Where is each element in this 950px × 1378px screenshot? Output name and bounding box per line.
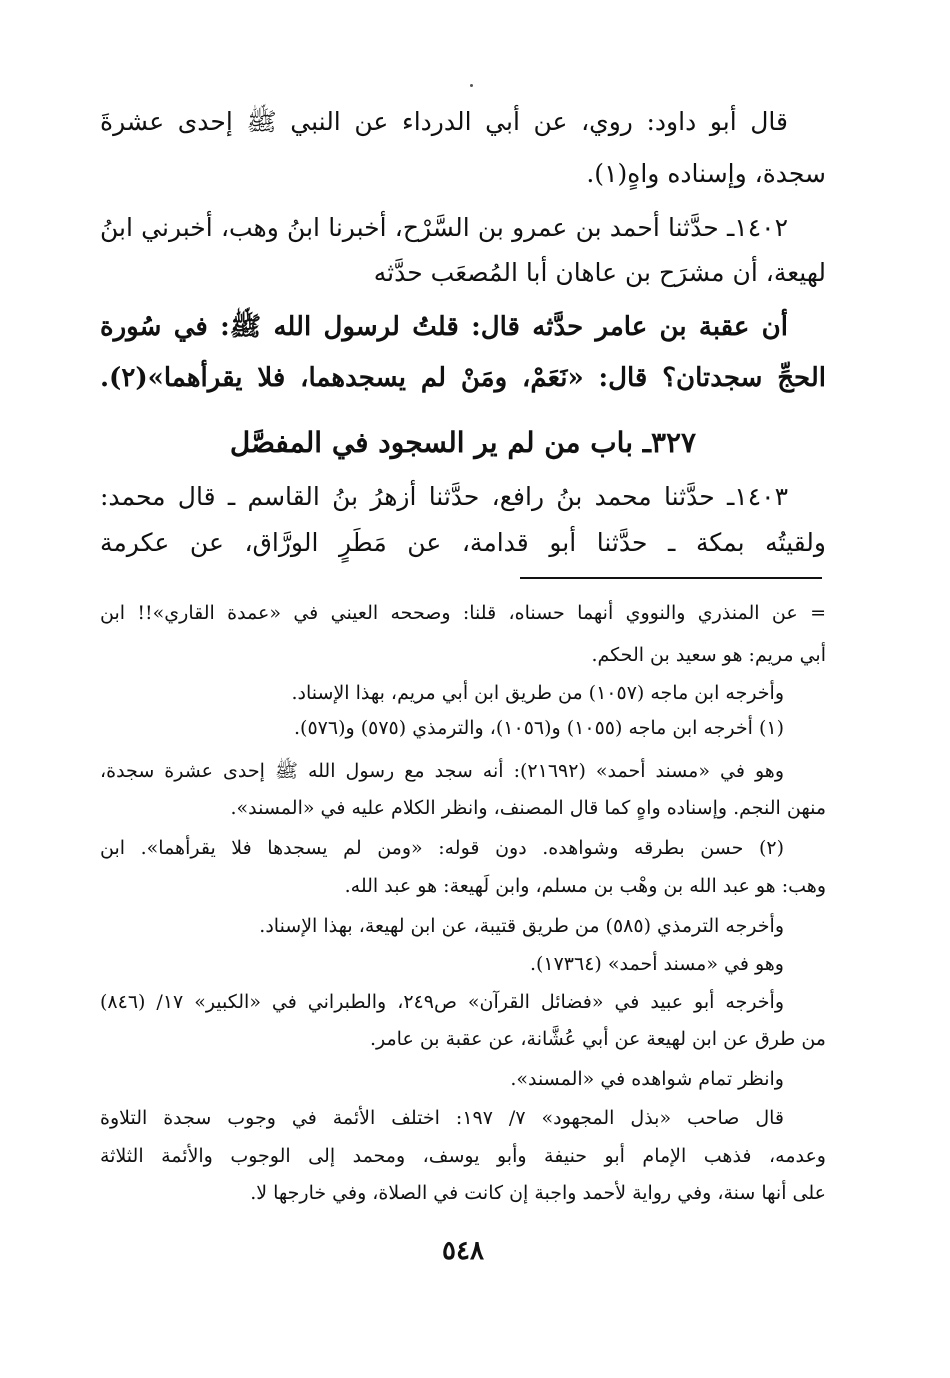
- footnote-line: وأخرجه الترمذي (٥٨٥) من طريق قتيبة، عن ابن لهيعة، بهذا الإسناد.: [259, 915, 784, 937]
- footnote-line: وهب: هو عبد الله بن وهْب بن مسلم، وابن لَهيعة: هو عبد الله.: [344, 875, 826, 897]
- footnote-line: أبي مريم: هو سعيد بن الحكم.: [591, 644, 826, 666]
- hadith-isnad-line: ١٤٠٢ـ حدَّثنا أحمد بن عمرو بن السَّرْح، أخبرنا ابنُ وهب، أخبرني ابنُ: [100, 213, 788, 242]
- footnote-line: وأخرجه أبو عبيد في «فضائل القرآن» ص٢٤٩، والطبراني في «الكبير» ١٧/ (٨٤٦): [100, 991, 785, 1013]
- footnote-line: على أنها سنة، وفي رواية لأحمد واجبة إن كانت في الصلاة، وفي خارجها لا.: [250, 1182, 826, 1204]
- hadith-isnad-line: ١٤٠٣ـ حدَّثنا محمد بنُ رافع، حدَّثنا أزهرُ بنُ القاسم ـ قال محمد:: [100, 482, 788, 511]
- footnote-line: وأخرجه ابن ماجه (١٠٥٧) من طريق ابن أبي مريم، بهذا الإسناد.: [291, 682, 784, 704]
- page-number: ٥٤٨: [442, 1236, 484, 1266]
- footnote-line: وعدمه، فذهب الإمام أبو حنيفة وأبو يوسف، ومحمد إلى الوجوب والأئمة الثلاثة: [100, 1145, 826, 1167]
- footnote-line: (١) أخرجه ابن ماجه (١٠٥٥) و(١٠٥٦)، والترمذي (٥٧٥) و(٥٧٦).: [294, 717, 784, 739]
- page-speck: [470, 84, 473, 87]
- main-text-line: قال أبو داود: روي، عن أبي الدرداء عن النبي ﷺ إحدى عشرةَ: [100, 107, 788, 136]
- footnote-line: وهو في «مسند أحمد» (١٧٣٦٤).: [529, 953, 784, 975]
- footnote-line: وانظر تمام شواهده في «المسند».: [510, 1068, 784, 1090]
- hadith-matn-line: الحجِّ سجدتان؟ قال: «نَعَمْ، ومَنْ لم يسجدهما، فلا يقرأهما»(٢).: [100, 363, 826, 393]
- chapter-heading: ٣٢٧ـ باب من لم ير السجود في المفصَّل: [229, 426, 697, 459]
- footnote-line: وهو في «مسند أحمد» (٢١٦٩٢): أنه سجد مع رسول الله ﷺ إحدى عشرة سجدة،: [100, 760, 784, 782]
- footnote-line: قال صاحب «بذل المجهود» ٧/ ١٩٧: اختلف الأئمة في وجوب سجدة التلاوة: [100, 1107, 784, 1129]
- footnote-line: = عن المنذري والنووي أنهما حسناه، قلنا: وصححه العيني في «عمدة القاري»!! ابن: [100, 602, 826, 624]
- hadith-isnad-line: ولقيتُه بمكة ـ حدَّثنا أبو قدامة، عن مَطَرٍ الورَّاق، عن عكرمة: [100, 528, 826, 557]
- main-text-line: سجدة، وإسناده واهٍ(١).: [586, 159, 826, 188]
- hadith-isnad-line: لهيعة، أن مشرَح بن عاهان أبا المُصعَب حدَّثه: [373, 258, 826, 287]
- footnote-line: منهن النجم. وإسناده واهٍ كما قال المصنف، وانظر الكلام عليه في «المسند».: [230, 797, 826, 819]
- hadith-matn-line: أن عقبة بن عامر حدَّثه قال: قلتُ لرسول الله ﷺ: في سُورة: [100, 312, 788, 342]
- footnote-separator: [520, 577, 822, 579]
- footnote-line: (٢) حسن بطرقه وشواهده. دون قوله: «ومن لم يسجدها فلا يقرأهما». ابن: [100, 837, 784, 859]
- footnote-line: من طرق عن ابن لهيعة عن أبي عُشَّانة، عن عقبة بن عامر.: [369, 1028, 826, 1050]
